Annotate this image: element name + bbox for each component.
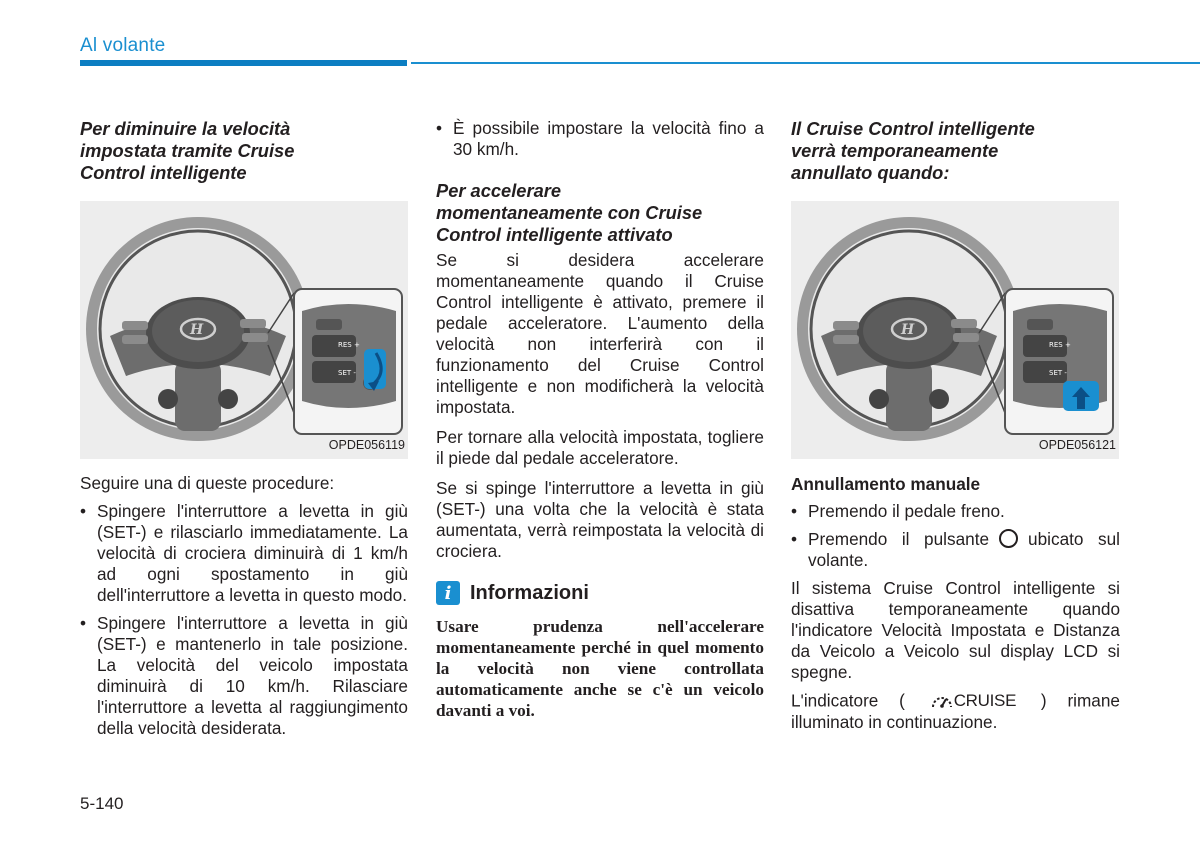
- steering-wheel-illustration: [80, 201, 408, 459]
- cancel-list: [791, 501, 1120, 571]
- column-3: [791, 118, 1120, 733]
- cruise-indicator: [930, 690, 1016, 711]
- heading-accelerate: Per accelerare momentaneamente con Cruise Control intelligente attivato: [436, 180, 703, 245]
- column-1: [80, 118, 408, 739]
- paragraph: Se si desidera accelerare momentaneamente quando il Cruise Control intelligente è attivato, premere il pedale acceleratore. L'aumento della velocità non interferirà con il funzionamento del Cruise Control intelligente e non modificherà la velocità impostata.: [436, 250, 764, 417]
- switch-inset: [1005, 289, 1113, 434]
- list-item: [791, 529, 1120, 571]
- steering-wheel-figure-2: [791, 201, 1119, 459]
- procedure-intro: Seguire una di queste procedure:: [80, 473, 335, 493]
- procedure-list: [80, 501, 408, 739]
- svg-text:H: H: [901, 322, 915, 338]
- figure-code: OPDE056121: [1038, 438, 1116, 452]
- paragraph: Il sistema Cruise Control intelligente si disattiva temporaneamente quando l'indicatore Velocità Impostata e Distanza da Veicolo a Veicolo sul display LCD si spegne.: [791, 578, 1120, 682]
- indicator-text-after: ) rimane illuminato in continuazione.: [791, 690, 1120, 732]
- speedometer-icon: [930, 691, 954, 711]
- header-rule-thin: [411, 62, 1200, 64]
- svg-text:H: H: [190, 322, 204, 338]
- steering-wheel-icon: [86, 217, 310, 441]
- bullet-text-after: ubicato sul volante.: [808, 529, 1121, 570]
- column-2: [436, 118, 764, 721]
- list-item: • Premendo il pedale freno.: [791, 501, 1120, 522]
- indicator-text-before: L'indicatore (: [791, 690, 905, 711]
- cancel-button-icon: [999, 529, 1018, 548]
- heading-cancel: Il Cruise Control intelligente verrà temporaneamente annullato quando:: [791, 118, 1035, 183]
- list-item: • Spingere l'interruttore a levetta in giù (SET-) e mantenerlo in tale posizione. La velocità del veicolo impostata diminuirà di 10 km/h. Rilasciare l'interruttore a levetta al raggiungimento della velocità desiderata.: [80, 613, 408, 739]
- paragraph: Per tornare alla velocità impostata, togliere il piede dal pedale acceleratore.: [436, 427, 764, 468]
- list-item: • È possibile impostare la velocità fino a 30 km/h.: [436, 118, 764, 160]
- info-header: [436, 580, 764, 606]
- info-body: Usare prudenza nell'accelerare momentaneamente perché in quel momento la velocità non viene controllata automaticamente anche se c'è un veicolo davanti a voi.: [436, 617, 764, 720]
- svg-text:RES +: RES +: [1049, 341, 1071, 349]
- manual-cancel-subhead: Annullamento manuale: [791, 474, 981, 494]
- paragraph-indicator: [791, 690, 1120, 733]
- page-number: 5-140: [80, 794, 124, 813]
- cruise-indicator-text: CRUISE: [953, 691, 1017, 710]
- section-title: Al volante: [80, 35, 166, 56]
- bullet-text-before: Premendo il pulsante: [808, 529, 990, 549]
- figure-code: OPDE056119: [328, 438, 405, 452]
- paragraph: Se si spinge l'interruttore a levetta in giù (SET-) una volta che la velocità è stata aumentata, verrà reimpostata la velocità di crociera.: [436, 478, 764, 561]
- steering-wheel-icon: [797, 217, 1021, 441]
- svg-text:RES +: RES +: [338, 341, 360, 349]
- switch-inset: [294, 289, 402, 434]
- info-icon: i: [436, 581, 460, 605]
- list-item: • Spingere l'interruttore a levetta in giù (SET-) e rilasciarlo immediatamente. La velocità di crociera diminuirà di 1 km/h ad ogni spostamento in giù dell'interruttore a levetta in questo modo.: [80, 501, 408, 606]
- svg-text:SET -: SET -: [1049, 369, 1067, 377]
- steering-wheel-illustration: [791, 201, 1119, 459]
- svg-text:SET -: SET -: [338, 369, 356, 377]
- info-title: Informazioni: [470, 581, 589, 604]
- header-rule-thick: [80, 60, 407, 66]
- steering-wheel-figure-1: [80, 201, 408, 459]
- speed-note-list: [436, 118, 764, 160]
- heading-decrease-speed: Per diminuire la velocità impostata tramite Cruise Control intelligente: [80, 118, 295, 183]
- info-box: [436, 580, 764, 721]
